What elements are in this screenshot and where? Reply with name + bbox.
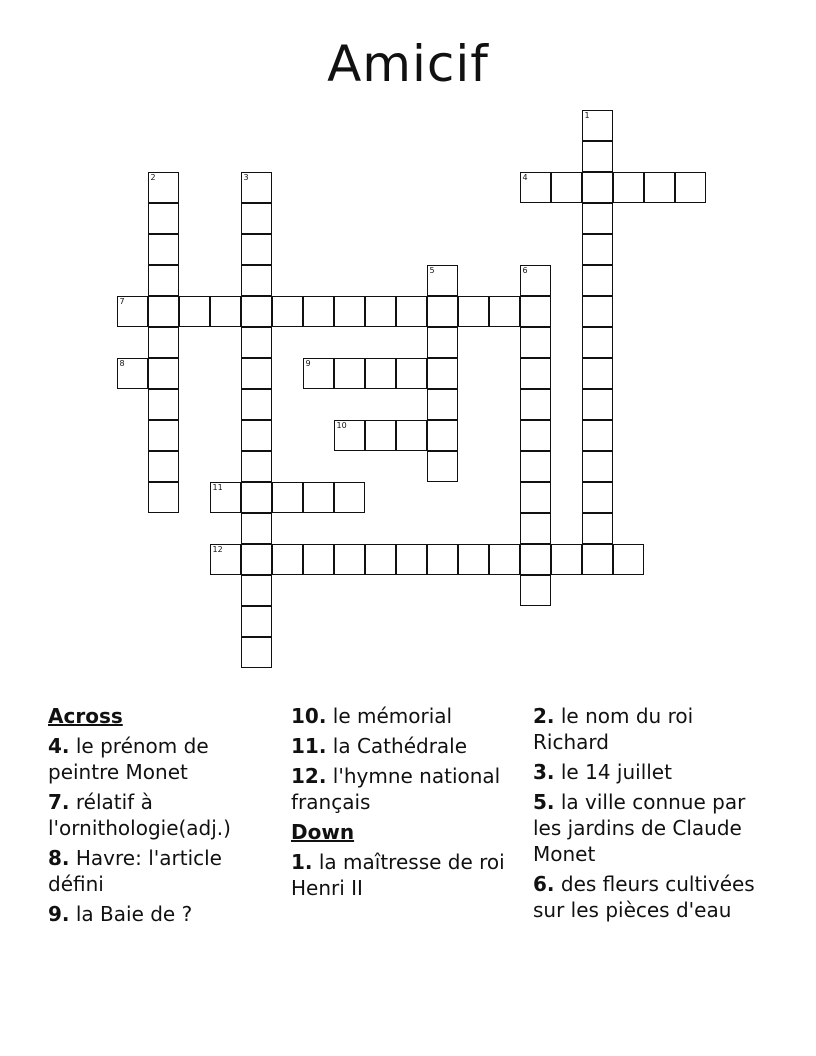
across-heading: Across [48,704,123,728]
clue-item [291,703,527,729]
grid-cell[interactable] [644,172,675,203]
clue-item [291,733,527,759]
grid-cell[interactable] [520,327,551,358]
clue-item [48,733,284,785]
clue-text: la Baie de ? [69,902,193,926]
clues-column-2 [291,703,527,905]
clue-text: le mémorial [326,704,453,728]
clue-number: 6. [533,872,555,896]
clue-number: 11. [291,734,327,758]
grid-cell[interactable] [148,482,179,513]
grid-cell[interactable] [334,420,365,451]
grid-cell[interactable] [458,296,489,327]
cell-number: 12 [212,544,223,554]
clue-text: le nom du roi Richard [533,704,694,754]
clue-number: 4. [48,734,70,758]
clue-item [291,763,527,815]
cell-number: 4 [522,172,528,182]
grid-cell[interactable] [582,296,613,327]
clue-number: 2. [533,704,555,728]
grid-cell[interactable] [427,544,458,575]
grid-cell[interactable] [520,482,551,513]
clue-number: 5. [533,790,555,814]
grid-cell[interactable] [520,296,551,327]
clue-item [533,703,769,755]
grid-cell[interactable] [520,575,551,606]
grid-cell[interactable] [427,265,458,296]
cell-number: 3 [243,172,249,182]
clue-item [48,901,284,927]
grid-cell[interactable] [427,420,458,451]
grid-cell[interactable] [396,296,427,327]
clue-text: le 14 juillet [554,760,672,784]
cell-number: 6 [522,265,528,275]
grid-cell[interactable] [241,389,272,420]
grid-cell[interactable] [427,389,458,420]
grid-cell[interactable] [582,389,613,420]
cell-number: 10 [336,420,347,430]
grid-cell[interactable] [551,544,582,575]
clue-text: des fleurs cultivées sur les pièces d'eau [533,872,755,922]
clue-text: le prénom de peintre Monet [48,734,209,784]
clues-column-1 [48,703,284,931]
grid-cell[interactable] [427,358,458,389]
cell-number: 1 [584,110,590,120]
grid-cell[interactable] [582,110,613,141]
grid-cell[interactable] [241,606,272,637]
grid-cell[interactable] [551,172,582,203]
clue-number: 9. [48,902,70,926]
grid-cell[interactable] [582,172,613,203]
clue-item [48,845,284,897]
cell-number: 9 [305,358,311,368]
grid-cell[interactable] [489,296,520,327]
grid-cell[interactable] [582,358,613,389]
grid-cell[interactable] [365,358,396,389]
grid-cell[interactable] [427,327,458,358]
clue-item [533,759,769,785]
grid-cell[interactable] [148,420,179,451]
clue-number: 12. [291,764,327,788]
grid-cell[interactable] [427,451,458,482]
cell-number: 8 [119,358,125,368]
grid-cell[interactable] [520,172,551,203]
grid-cell[interactable] [241,358,272,389]
grid-cell[interactable] [303,296,334,327]
grid-cell[interactable] [241,420,272,451]
grid-cell[interactable] [272,544,303,575]
grid-cell[interactable] [582,482,613,513]
grid-cell[interactable] [148,203,179,234]
grid-cell[interactable] [334,358,365,389]
clue-text: la Cathédrale [326,734,468,758]
clue-item [291,849,527,901]
grid-cell[interactable] [210,544,241,575]
grid-cell[interactable] [148,172,179,203]
puzzle-title: Amicif [327,35,489,93]
clue-item [48,789,284,841]
clue-text: la ville connue par les jardins de Claude Monet [533,790,746,866]
clue-number: 3. [533,760,555,784]
grid-cell[interactable] [148,265,179,296]
grid-cell[interactable] [272,482,303,513]
grid-cell[interactable] [520,358,551,389]
grid-cell[interactable] [582,234,613,265]
clue-number: 10. [291,704,327,728]
cell-number: 2 [150,172,156,182]
grid-cell[interactable] [365,296,396,327]
grid-cell[interactable] [520,544,551,575]
grid-cell[interactable] [427,296,458,327]
grid-cell[interactable] [148,234,179,265]
grid-cell[interactable] [148,389,179,420]
clue-number: 1. [291,850,313,874]
grid-cell[interactable] [303,482,334,513]
grid-cell[interactable] [365,420,396,451]
grid-cell[interactable] [613,172,644,203]
grid-cell[interactable] [582,265,613,296]
clue-text: rélatif à l'ornithologie(adj.) [48,790,231,840]
grid-cell[interactable] [396,544,427,575]
grid-cell[interactable] [241,482,272,513]
grid-cell[interactable] [582,420,613,451]
clue-item [533,789,769,867]
grid-cell[interactable] [117,296,148,327]
grid-cell[interactable] [582,203,613,234]
grid-cell[interactable] [117,358,148,389]
grid-cell[interactable] [489,544,520,575]
clue-text: Havre: l'article défini [48,846,222,896]
grid-cell[interactable] [241,234,272,265]
grid-cell[interactable] [241,172,272,203]
grid-cell[interactable] [241,451,272,482]
grid-cell[interactable] [241,513,272,544]
grid-cell[interactable] [303,544,334,575]
clues-column-3 [533,703,769,927]
grid-cell[interactable] [241,327,272,358]
clue-number: 7. [48,790,70,814]
grid-cell[interactable] [148,451,179,482]
grid-cell[interactable] [241,575,272,606]
grid-cell[interactable] [272,296,303,327]
grid-cell[interactable] [396,358,427,389]
grid-cell[interactable] [365,544,396,575]
clue-number: 8. [48,846,70,870]
grid-cell[interactable] [520,389,551,420]
grid-cell[interactable] [396,420,427,451]
clue-text: la maîtresse de roi Henri II [291,850,505,900]
grid-cell[interactable] [241,296,272,327]
cell-number: 11 [212,482,223,492]
grid-cell[interactable] [582,451,613,482]
grid-cell[interactable] [520,513,551,544]
grid-cell[interactable] [582,513,613,544]
grid-cell[interactable] [520,451,551,482]
grid-cell[interactable] [210,482,241,513]
grid-cell[interactable] [582,141,613,172]
grid-cell[interactable] [582,544,613,575]
grid-cell[interactable] [210,296,241,327]
grid-cell[interactable] [148,296,179,327]
grid-cell[interactable] [241,265,272,296]
grid-cell[interactable] [179,296,210,327]
cell-number: 5 [429,265,435,275]
grid-cell[interactable] [241,637,272,668]
grid-cell[interactable] [520,265,551,296]
clue-text: l'hymne national français [291,764,501,814]
cell-number: 7 [119,296,125,306]
grid-cell[interactable] [675,172,706,203]
grid-cell[interactable] [613,544,644,575]
grid-cell[interactable] [148,358,179,389]
clue-item [533,871,769,923]
grid-cell[interactable] [148,327,179,358]
grid-cell[interactable] [241,544,272,575]
grid-cell[interactable] [334,296,365,327]
grid-cell[interactable] [241,203,272,234]
grid-cell[interactable] [520,420,551,451]
grid-cell[interactable] [458,544,489,575]
grid-cell[interactable] [303,358,334,389]
grid-cell[interactable] [334,482,365,513]
down-heading: Down [291,820,355,844]
grid-cell[interactable] [334,544,365,575]
grid-cell[interactable] [582,327,613,358]
